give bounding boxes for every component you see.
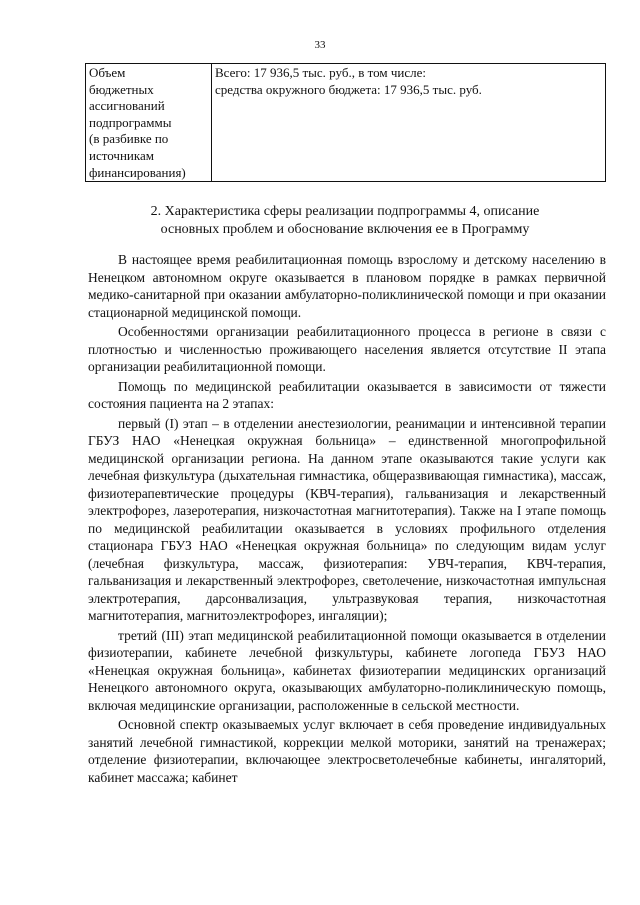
- budget-value-cell: [212, 64, 606, 182]
- paragraph: Помощь по медицинской реабилитации оказывается в зависимости от тяжести состояния пациента на 2 этапах:: [88, 378, 606, 411]
- paragraph: Основной спектр оказываемых услуг включает в себя проведение индивидуальных занятий лечебной гимнастикой, коррекции мелкой моторики, занятий на тренажерах; отделение физиотерапии, включающее электросветолечебные кабинеты, ингаляторий, кабинет массажа; кабинет: [88, 717, 606, 785]
- label-line: финансирования): [89, 164, 186, 180]
- label-line: бюджетных: [89, 81, 154, 97]
- page-number: 33: [314, 39, 326, 51]
- budget-label-cell: [86, 64, 212, 182]
- label-line: (в разбивке по: [89, 131, 169, 147]
- section-heading-line: 2. Характеристика сферы реализации подпрограммы 4, описание: [150, 204, 540, 219]
- paragraph: первый (I) этап – в отделении анестезиологии, реанимации и интенсивной терапии ГБУЗ НАО «Ненецкая окружная больница» – единственной многопрофильной медицинской организации региона. На данном этапе оказываются такие услуги как лечебная физкультура (дыхательная гимнастика, общеразвивающая гимнастика), массаж, физиотерапевтические процедуры (КВЧ-терапия), гальванизация и лекарственный электрофорез, лазеротерапия, низкочастотная магнитотерапия). Также на I этапе помощь по медицинской реабилитации оказывается в условиях профильного отделения стационара ГБУЗ НАО «Ненецкая окружная больница» по следующим видам услуг (лечебная физкультура, массаж, физиотерапия: УВЧ-терапия, КВЧ-терапия, гальванизация и лекарственный электрофорез, светолечение, низкочастотная импульсная электротерапия, дарсонвализация, ультразвуковая терапия, низкочастотная магнитотерапия, магнитоэлектрофорез, ингаляции);: [88, 415, 606, 623]
- value-line: средства окружного бюджета: 17 936,5 тыс. руб.: [215, 81, 482, 97]
- label-line: подпрограммы: [89, 114, 172, 130]
- table-row: [86, 64, 606, 182]
- value-line: Всего: 17 936,5 тыс. руб., в том числе:: [215, 65, 426, 80]
- document-body: [88, 251, 606, 788]
- paragraph: Особенностями организации реабилитационного процесса в регионе в связи с плотностью и численностью проживающего населения является отсутствие II этапа организации реабилитационной помощи.: [88, 324, 606, 374]
- paragraph: третий (III) этап медицинской реабилитационной помощи оказывается в отделении физиотерапии, кабинете лечебной физкультуры, кабинете логопеда ГБУЗ НАО «Ненецкая окружная больница», кабинетах физиотерапии медицинских организаций Ненецкого автономного округа, оказывающих амбулаторно-поликлиническую помощь, включая медицинские организации, расположенные в сельской местности.: [88, 627, 606, 713]
- budget-table: [85, 63, 606, 182]
- paragraph: В настоящее время реабилитационная помощь взрослому и детскому населению в Ненецком автономном округе оказывается в плановом порядке в рамках первичной медико-санитарной при оказании амбулаторно-поликлинической помощи и при оказании стационарной медицинской помощи.: [88, 252, 606, 320]
- label-line: ассигнований: [89, 98, 165, 114]
- label-line: источникам: [89, 147, 154, 163]
- label-line: Объем: [89, 65, 126, 80]
- section-heading-line: основных проблем и обоснование включения ее в Программу: [160, 221, 530, 237]
- section-heading: [80, 203, 610, 238]
